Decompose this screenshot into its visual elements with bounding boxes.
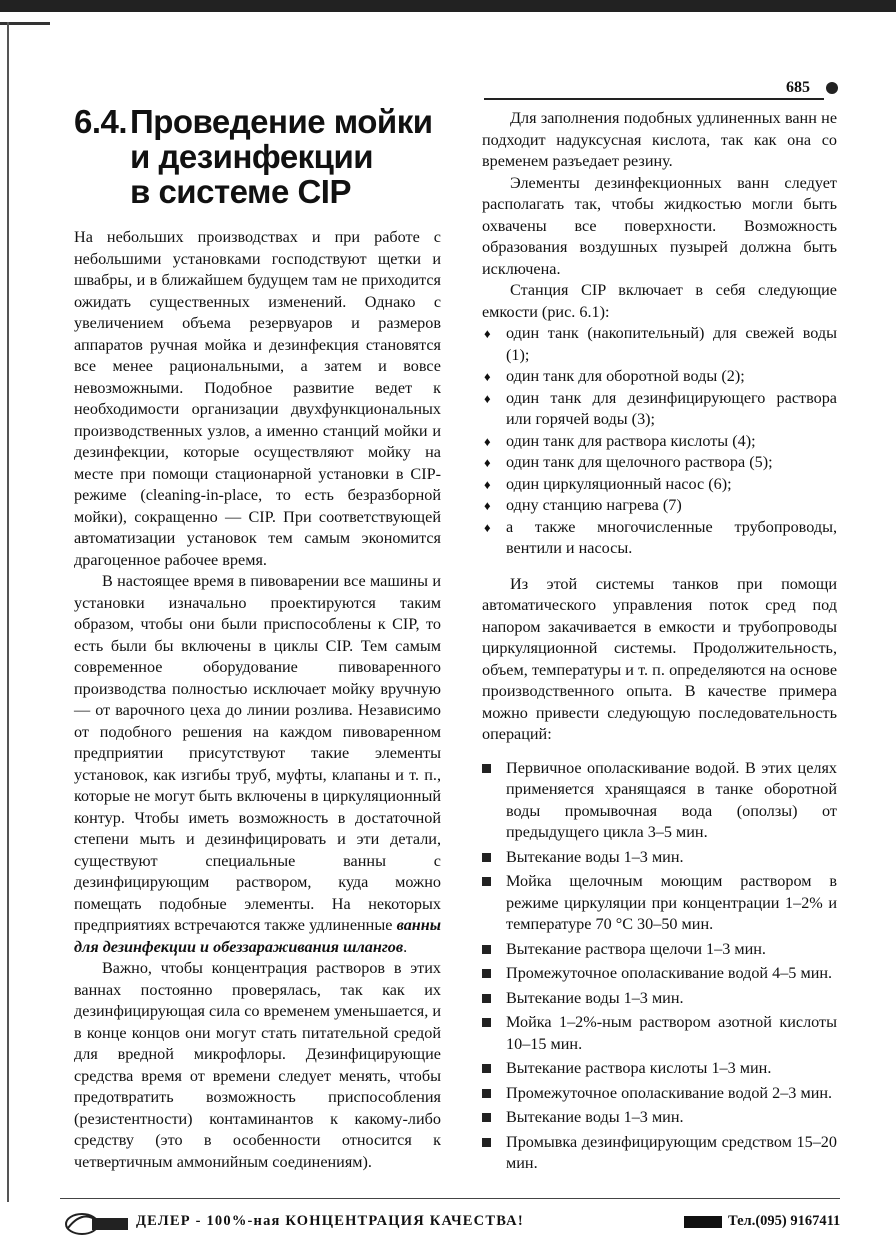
list-item: ♦ один танк для дезинфицирующего раствора или горячей воды (3);: [484, 388, 837, 428]
list-item: ♦ один танк для раствора кислоты (4);: [482, 431, 837, 453]
paragraph: Элементы дезинфекционных ванн следует располагать так, чтобы жидкостью могли быть охвачены все поверхности. Возможность образования воздушных пузырей должна быть исключена.: [482, 173, 837, 278]
title-line-1: Проведение мойки: [130, 103, 433, 140]
section-number: 6.4.: [74, 103, 128, 140]
diamond-bullet-icon: ♦: [484, 498, 491, 513]
list-item: Промывка дезинфицирующим средством 15–20 мин.: [482, 1132, 837, 1175]
publisher-logo-icon: [62, 1206, 130, 1236]
paragraph: Для заполнения подобных удлиненных ванн не подходит надуксусная кислота, так как она со временем разъедает резину.: [482, 109, 837, 170]
list-item: ♦ один танк для щелочного раствора (5);: [482, 452, 837, 474]
footer-bar-decoration: [684, 1216, 722, 1228]
diamond-bullet-icon: ♦: [484, 433, 491, 449]
paragraph: Станция CIP включает в себя следующие емкости (рис. 6.1):: [482, 281, 837, 321]
paragraph: Из этой системы танков при помощи автоматического управления поток сред под напором закачивается в емкости и трубопроводы циркуляционной системы. Продолжительность, объем, температуры и т. п. определяются на основе производственного опыта. В качестве примера можно привести следующую последовательность операций:: [482, 574, 837, 743]
list-item: Первичное ополаскивание водой. В этих целях применяется хранящаяся в танке оборотной воды промывочная вода (оползы) от предыдущего цикла 3–5 мин.: [482, 758, 837, 844]
footer-rule: [60, 1198, 840, 1199]
scan-top-edge: [0, 0, 896, 12]
paragraph: На небольших производствах и при работе с небольшими установками господствуют щетки и швабры, и в ближайшем будущем там не приходится ожидать существенных изменений. Однако с увеличением объема резервуаров и размеров аппаратов ручная мойка и дезинфекция становятся все менее рациональными, а затем и вовсе невозможными. Подобное развитие ведет к необходимости организации двухфункциональных производственных узлов, а именно станций мойки и дезинфекции, которые осуществляют мойку на месте при помощи стационарной установки в CIP-режиме (cleaning-in-place, то есть безразборной мойки), сокращенно — CIP. При соответствующей автоматизации установок тем самым экономится драгоценное рабочее время.: [74, 228, 441, 569]
paragraph: В настоящее время в пивоварении все машины и установки изначально проектируются таким образом, чтобы они были приспособлены к CIP, то есть были бы включены в циклы CIP. Тем самым современное оборудование пивоваренного производства полностью исключает мойку вручную — от варочного цеха до линии розлива. Независимо от подобного решения на каждом пивоваренном предприятии присутствуют такие элементы установок, как изгибы труб, муфты, клапаны и т. п., которые не могут быть включены в циркуляционный контур. Чтобы иметь возможность в достаточной степени мыть и дезинфицировать и эти детали, существуют специальные ванны с дезинфицирующим раствором, куда можно помещать подобные элементы. На некоторых предприятиях встречаются также удлиненные ванны для дезинфекции и обеззараживания шлангов.: [74, 572, 442, 956]
footer-phone: Тел.(095) 9167411: [684, 1213, 840, 1230]
square-bullet-icon: [482, 1018, 491, 1027]
diamond-bullet-icon: ♦: [484, 519, 491, 535]
list-item: Промежуточное ополаскивание водой 2–3 мин.: [482, 1083, 837, 1105]
equipment-list: [482, 323, 837, 560]
square-bullet-icon: [482, 1138, 491, 1147]
list-item: ♦ один танк (накопительный) для свежей воды (1);: [484, 324, 837, 364]
diamond-bullet-icon: ♦: [484, 390, 491, 406]
square-bullet-icon: [482, 853, 491, 862]
list-item: Вытекание воды 1–3 мин.: [482, 847, 837, 869]
diamond-bullet-icon: ♦: [484, 476, 491, 492]
square-bullet-icon: [482, 945, 491, 954]
header-rule: [484, 98, 824, 100]
list-item: Мойка 1–2%-ным раствором азотной кислоты 10–15 мин.: [482, 1012, 837, 1055]
title-line-2: и дезинфекции: [130, 138, 374, 175]
list-item: Вытекание воды 1–3 мин.: [482, 988, 837, 1010]
list-item: Вытекание раствора кислоты 1–3 мин.: [482, 1058, 837, 1080]
list-item: ♦ а также многочисленные трубопроводы, вентили и насосы.: [484, 517, 837, 557]
list-item: Мойка щелочным моющим раствором в режиме циркуляции при концентрации 1–2% и температуре 70 °С 30–50 мин.: [482, 871, 837, 936]
square-bullet-icon: [482, 1113, 491, 1122]
page-number: 685: [786, 79, 810, 96]
square-bullet-icon: [482, 1064, 491, 1073]
diamond-bullet-icon: ♦: [484, 369, 491, 384]
title-line-3: в системе CIP: [130, 173, 351, 210]
right-column: [482, 108, 837, 1178]
list-item: Вытекание раствора щелочи 1–3 мин.: [482, 939, 837, 961]
square-bullet-icon: [482, 764, 491, 773]
square-bullet-icon: [482, 877, 491, 886]
operations-list: [482, 758, 837, 1175]
diamond-bullet-icon: ♦: [484, 455, 491, 470]
list-item: ♦ один циркуляционный насос (6);: [482, 474, 837, 496]
page-marker-icon: [826, 82, 838, 94]
list-item: Промежуточное ополаскивание водой 4–5 мин.: [482, 963, 837, 985]
section-title: [74, 104, 454, 209]
left-column: [74, 227, 441, 1173]
list-item: ♦ одну станцию нагрева (7): [482, 495, 837, 517]
square-bullet-icon: [482, 1089, 491, 1098]
square-bullet-icon: [482, 994, 491, 1003]
left-margin-rule: [7, 22, 9, 1202]
list-item: Вытекание воды 1–3 мин.: [482, 1107, 837, 1129]
square-bullet-icon: [482, 969, 491, 978]
list-item: ♦ один танк для оборотной воды (2);: [482, 366, 837, 388]
emphasis-term: ванны для дезинфекции и обеззараживания шлангов: [74, 916, 442, 956]
footer-slogan: ДЕЛЕР - 100%-ная КОНЦЕНТРАЦИЯ КАЧЕСТВА!: [136, 1213, 524, 1229]
diamond-bullet-icon: ♦: [484, 326, 491, 341]
paragraph: Важно, чтобы концентрация растворов в этих ваннах постоянно проверялась, так как их дезинфицирующая сила со временем уменьшается, и в конце концов они могут стать питательной средой для вредной микрофлоры. Дезинфицирующие средства время от времени следует менять, чтобы предотвратить возможность приспособления (резистентности) контаминантов к какому-либо средству (это в особенности относится к четвертичным аммонийным соединениям).: [74, 959, 441, 1171]
